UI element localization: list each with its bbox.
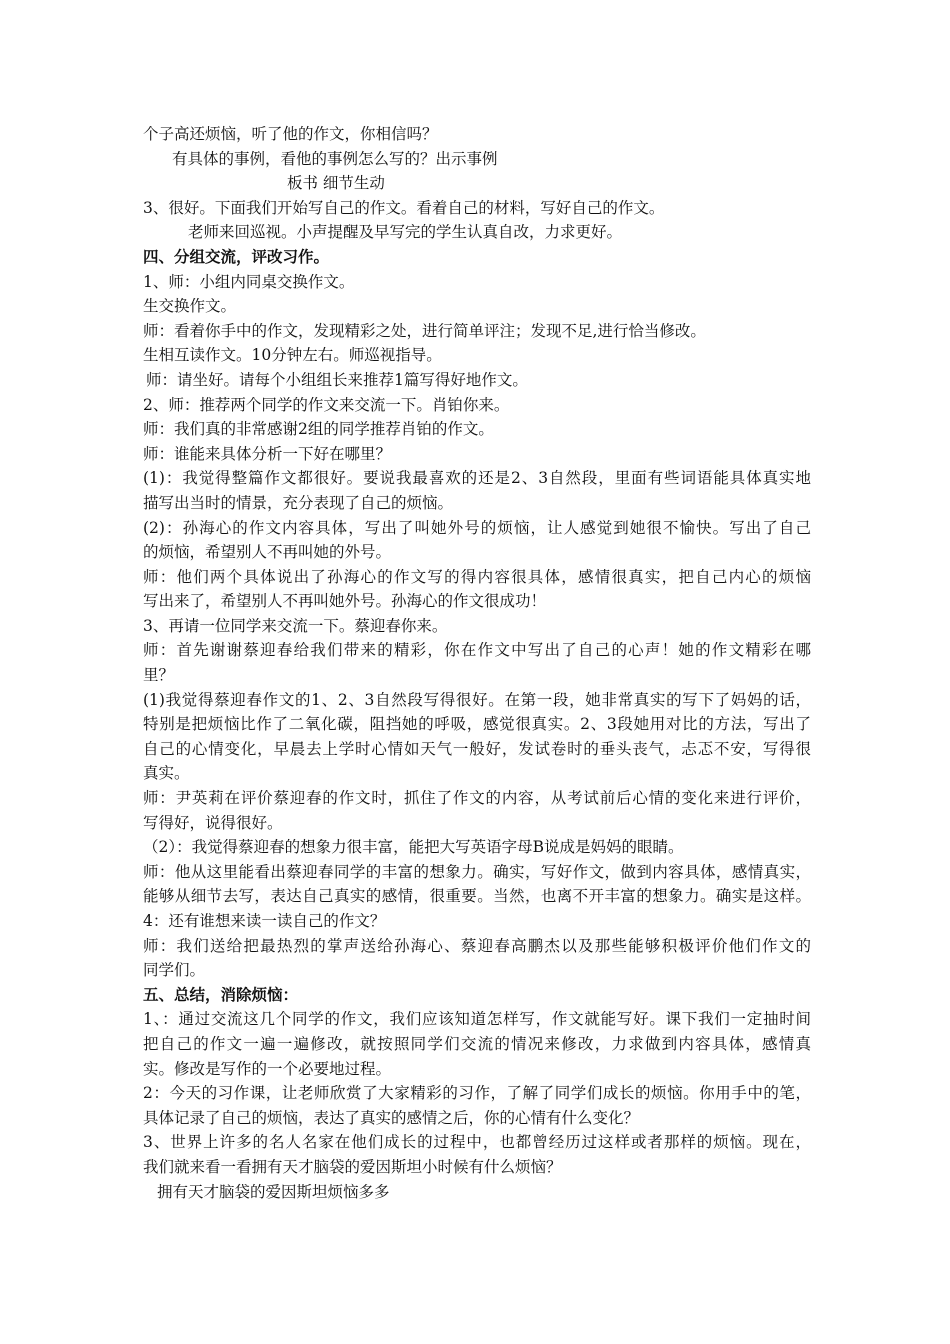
paragraph-line: 4：还有谁想来读一读自己的作文？ [143,912,386,930]
blackboard-note: 板书 细节生动 [287,174,385,193]
paragraph-line: 师：我们送给把最热烈的掌声送给孙海心、蔡迎春高鹏杰以及那些能够积极评价他们作文的 [143,936,811,955]
paragraph-line: 有具体的事例，看他的事例怎么写的？出示事例 [172,149,498,168]
paragraph-line: 个子高还烦恼，听了他的作文，你相信吗？ [143,125,438,143]
paragraph-line: 的烦恼，希望别人不再叫她的外号。 [143,543,392,562]
paragraph-line: 写得好，说得很好。 [143,813,283,832]
paragraph-line: 我们就来看一看拥有天才脑袋的爱因斯坦小时候有什么烦恼？ [143,1157,562,1176]
paragraph-line: 3、再请一位同学来交流一下。蔡迎春你来。 [143,616,448,635]
paragraph-line: 师：首先谢谢蔡迎春给我们带来的精彩，你在作文中写出了自己的心声！她的作文精彩在哪 [143,641,811,660]
paragraph-line: 自己的心情变化，早晨去上学时心情如天气一般好，发试卷时的垂头丧气，忐忑不安，写得很 [143,739,811,758]
paragraph-line: 师：尹英莉在评价蔡迎春的作文时，抓住了作文的内容，从考试前后心情的变化来进行评价， [143,789,811,808]
paragraph-line: 生相互读作文。10分钟左右。师巡视指导。 [143,346,442,365]
paragraph-line: 师：谁能来具体分析一下好在哪里？ [143,444,392,463]
paragraph-line: （2）：我觉得蔡迎春的想象力很丰富，能把大写英语字母B说成是妈妈的眼睛。 [143,838,684,857]
paragraph-line: 师：请坐好。请每个小组组长来推荐1篇写得好地作文。 [146,370,528,389]
paragraph-line: 描写出当时的情景，充分表现了自己的烦恼。 [143,493,454,512]
paragraph-line: 3、很好。下面我们开始写自己的作文。看着自己的材料，写好自己的作文。 [143,198,665,217]
paragraph-line: 师：他们两个具体说出了孙海心的作文写的得内容很具体，感情很真实，把自己内心的烦恼 [143,567,811,586]
paragraph-line: 真实。 [143,764,190,783]
paragraph-line: 实。修改是写作的一个必要地过程。 [143,1059,392,1078]
section-heading: 四、分组交流，评改习作。 [143,246,330,266]
paragraph-line: 2、师：推荐两个同学的作文来交流一下。肖铂你来。 [143,395,510,414]
paragraph-line: 特别是把烦恼比作了二氧化碳，阻挡她的呼吸，感觉很真实。2、3段她用对比的方法，写出了 [143,715,811,734]
paragraph-line: 3、世界上许多的名人名家在他们成长的过程中，也都曾经历过这样或者那样的烦恼。现在， [143,1133,811,1152]
paragraph-line: 生交换作文。 [143,297,237,316]
paragraph-line: 把自己的作文一遍一遍修改，就按照同学们交流的情况来修改，力求做到内容具体，感情真 [143,1034,811,1053]
section-heading: 五、总结，消除烦恼： [143,984,299,1004]
paragraph-line: 同学们。 [143,961,206,980]
paragraph-line: 具体记录了自己的烦恼，表达了真实的感情之后，你的心情有什么变化？ [143,1108,640,1127]
paragraph-line: 老师来回巡视。小声提醒及早写完的学生认真自改，力求更好。 [188,223,623,242]
paragraph-line: (2)：孙海心的作文内容具体，写出了叫她外号的烦恼，让人感觉到她很不愉快。写出了自己 [143,518,811,537]
paragraph-line: 能够从细节去写，表达自己真实的感情，很重要。当然，也离不开丰富的想象力。确实是这样。 [143,887,811,906]
paragraph-line: 1、：通过交流这几个同学的作文，我们应该知道怎样写，作文就能写好。课下我们一定抽时间 [143,1010,811,1029]
paragraph-line: 师：他从这里能看出蔡迎春同学的丰富的想象力。确实，写好作文，做到内容具体，感情真实， [143,862,811,881]
paragraph-line: 2：今天的习作课，让老师欣赏了大家精彩的习作，了解了同学们成长的烦恼。你用手中的笔， [143,1084,811,1103]
paragraph-line: 师：看着你手中的作文，发现精彩之处，进行简单评注；发现不足,进行恰当修改。 [143,321,706,340]
paragraph-line: (1)我觉得蔡迎春作文的1、2、3自然段写得很好。在第一段，她非常真实的写下了妈妈的话， [143,690,811,709]
document-page [143,122,811,1204]
paragraph-line: 写出来了，希望别人不再叫她外号。孙海心的作文很成功！ [143,592,547,611]
paragraph-line: 师：我们真的非常感谢2组的同学推荐肖铂的作文。 [143,420,494,439]
paragraph-line: (1)：我觉得整篇作文都很好。要说我最喜欢的还是2、3自然段，里面有些词语能具体真实地 [143,469,811,488]
paragraph-line: 1、师：小组内同桌交换作文。 [143,272,355,291]
paragraph-line: 里？ [143,666,175,685]
paragraph-line: 拥有天才脑袋的爱因斯坦烦恼多多 [157,1182,390,1201]
